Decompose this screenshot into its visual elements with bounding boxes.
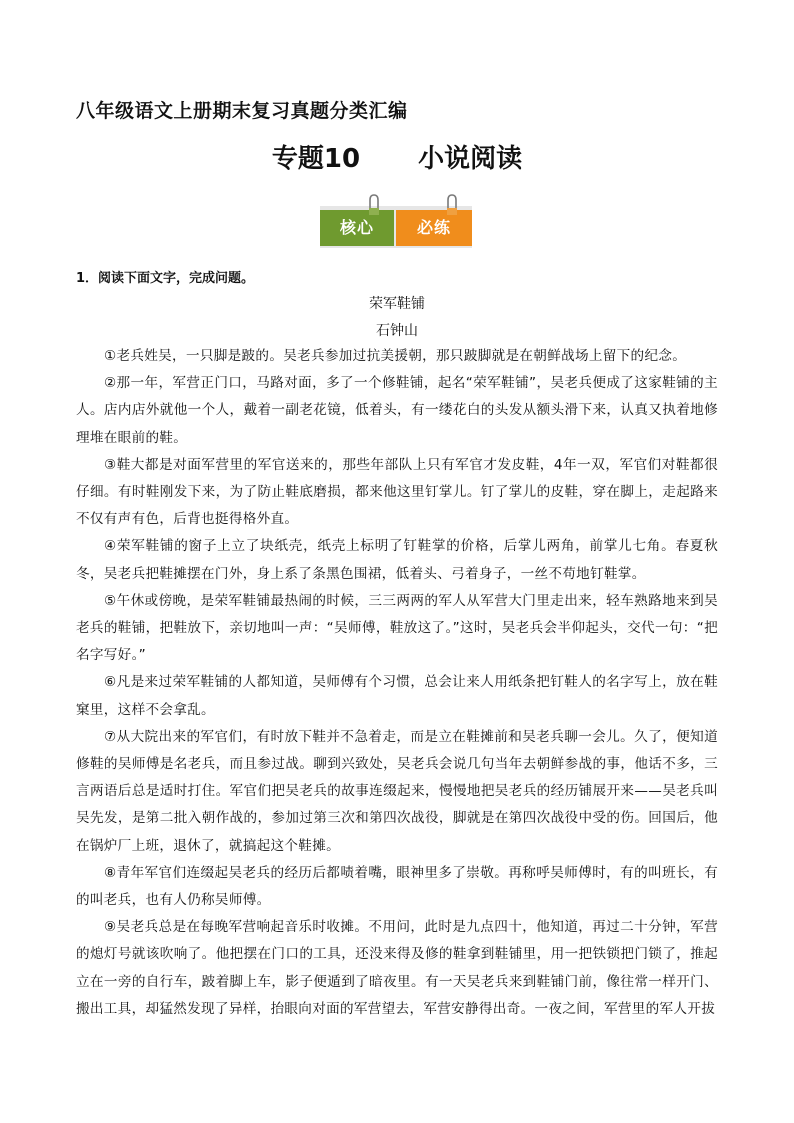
paragraph-2: ②那一年，军营正门口，马路对面，多了一个修鞋铺，起名“荣军鞋铺”，吴老兵便成了这家鞋铺的主人。店内店外就他一个人，戴着一副老花镜，低着头，有一缕花白的头发从额头滑下来，认真又执着地修理堆在眼前的鞋。 — [76, 375, 718, 446]
paragraph-4: ④荣军鞋铺的窗子上立了块纸壳，纸壳上标明了钉鞋掌的价格，后掌儿两角，前掌儿七角。春夏秋冬，吴老兵把鞋摊摆在门外，身上系了条黑色围裙，低着头、弓着身子，一丝不苟地钉鞋掌。 — [76, 538, 718, 582]
topic-title — [0, 138, 794, 175]
story-body — [76, 343, 718, 1023]
paragraph-9: ⑨吴老兵总是在每晚军营响起音乐时收摊。不用问，此时是九点四十，他知道，再过二十分钟，军营的熄灯号就该吹响了。他把摆在门口的工具，还没来得及修的鞋拿到鞋铺里，用一把铁锁把门锁了，推起立在一旁的自行车，跛着脚上车，影子便遁到了暗夜里。有一天吴老兵来到鞋铺门前，像往常一样开门、搬出工具，却猛然发现了异样，抬眼向对面的军营望去，军营安静得出奇。一夜之间，军营里的军人开拔 — [76, 919, 718, 1017]
story-author: 石钟山 — [376, 323, 418, 339]
paragraph-7: ⑦从大院出来的军官们，有时放下鞋并不急着走，而是立在鞋摊前和吴老兵聊一会儿。久了，便知道修鞋的吴师傅是名老兵，而且参过战。聊到兴致处，吴老兵会说几句当年去朝鲜参战的事，他话不多，三言两语后总是适时打住。军官们把吴老兵的故事连缀起来，慢慢地把吴老兵的经历铺展开来——吴老兵叫吴先发，是第二批入朝作战的，参加过第三次和第四次战役，脚就是在第四次战役中受的伤。回国后，他在锅炉厂上班，退休了，就搞起这个鞋摊。 — [76, 728, 718, 854]
binder-clip-icon — [446, 194, 458, 216]
badge-left: 核心 — [320, 210, 394, 246]
core-practice-badge — [320, 206, 472, 248]
paragraph-5: ⑤午休或傍晚，是荣军鞋铺最热闹的时候，三三两两的军人从军营大门里走出来，轻车熟路地来到吴老兵的鞋铺，把鞋放下，亲切地叫一声：“吴师傅，鞋放这了。”这时，吴老兵会半仰起头，交代一句：“把名字写好。” — [76, 592, 718, 664]
binder-clip-icon — [368, 194, 380, 216]
topic-name: 小说阅读 — [418, 144, 523, 174]
paragraph-1: ①老兵姓吴，一只脚是跛的。吴老兵参加过抗美援朝，那只跛脚就是在朝鲜战场上留下的纪念。 — [104, 348, 687, 364]
badge-right: 必练 — [396, 210, 472, 246]
topic-label: 专题10 — [271, 144, 361, 174]
story-title: 荣军鞋铺 — [369, 296, 425, 312]
question-prompt: 1．阅读下面文字，完成问题。 — [76, 271, 255, 286]
paragraph-6: ⑥凡是来过荣军鞋铺的人都知道，吴师傅有个习惯，总会让来人用纸条把钉鞋人的名字写上，放在鞋窠里，这样不会拿乱。 — [76, 674, 718, 718]
paragraph-8: ⑧青年军官们连缀起吴老兵的经历后都啧着嘴，眼神里多了崇敬。再称呼吴师傅时，有的叫班长，有的叫老兵，也有人仍称吴师傅。 — [76, 864, 718, 909]
paragraph-3: ③鞋大都是对面军营里的军官送来的，那些年部队上只有军官才发皮鞋，4年一双，军官们对鞋都很仔细。有时鞋刚发下来，为了防止鞋底磨损，都来他这里钉掌儿。钉了掌儿的皮鞋，穿在脚上，走起路来不仅有声有色，后背也挺得格外直。 — [76, 456, 718, 528]
header-title: 八年级语文上册期末复习真题分类汇编 — [76, 100, 408, 122]
